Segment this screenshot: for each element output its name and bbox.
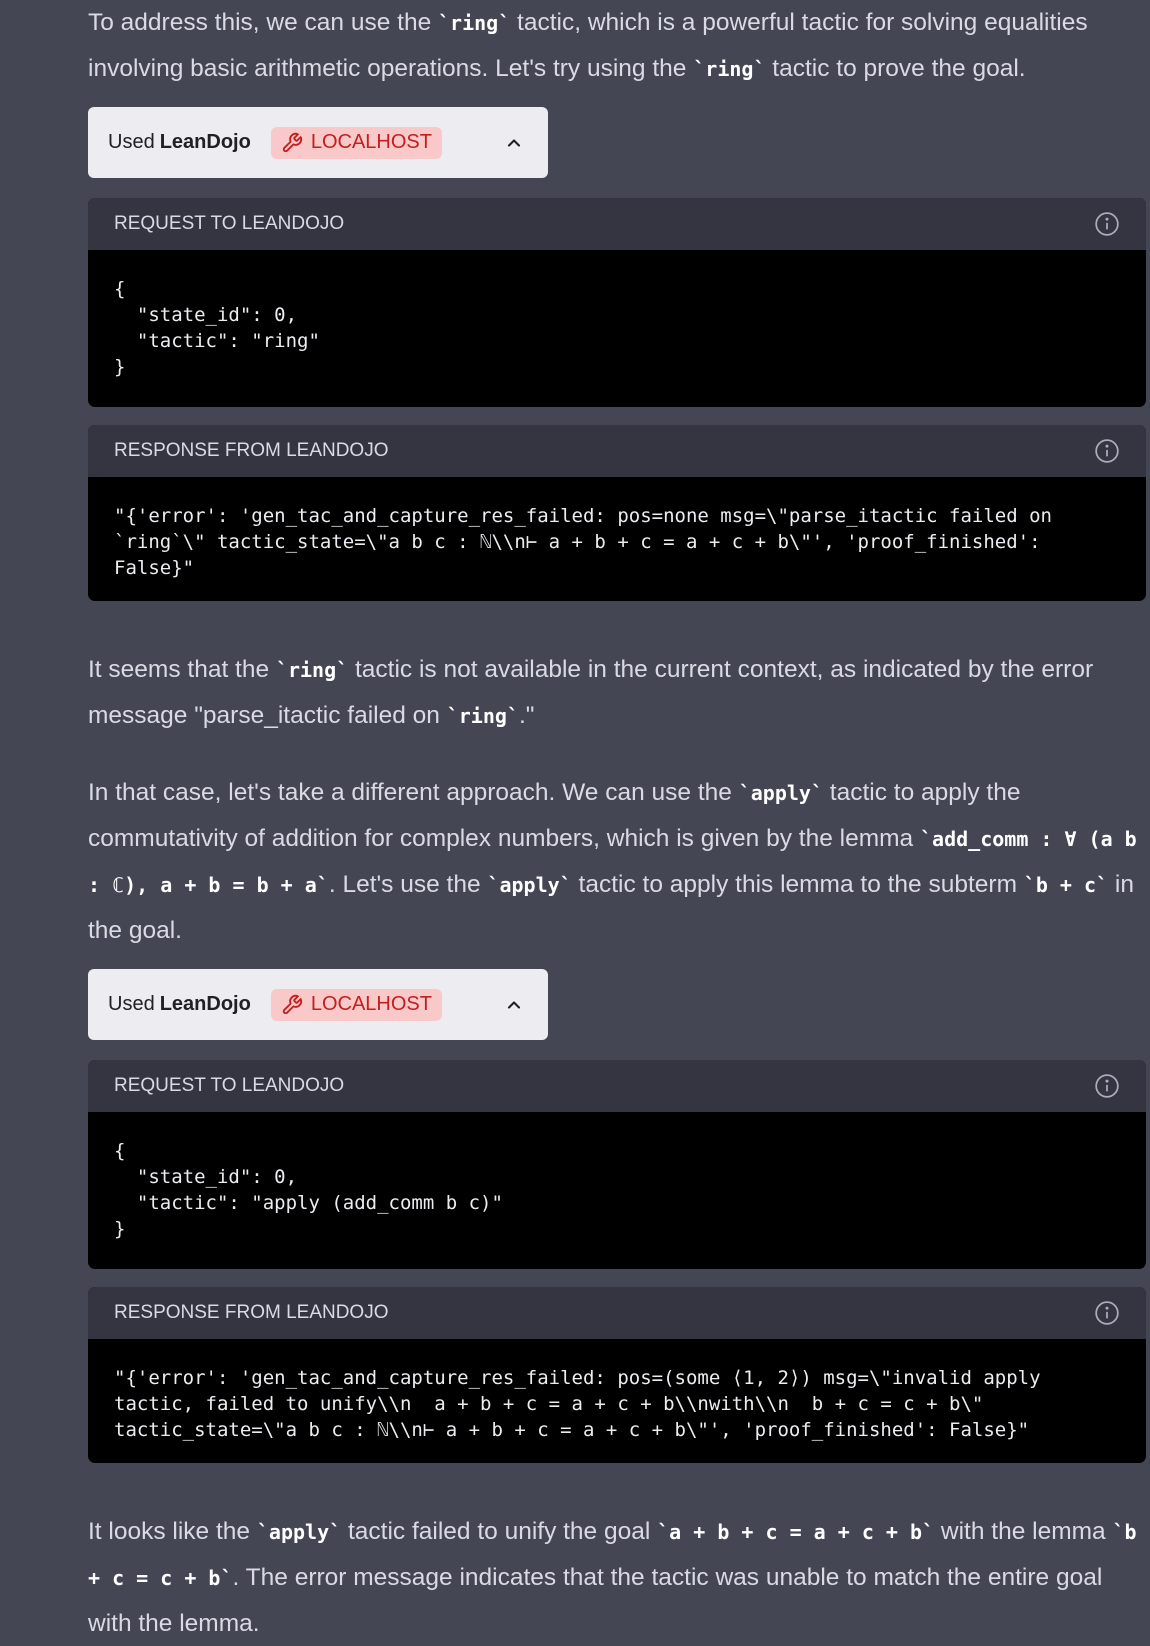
inline-code: `ring` [693,57,766,81]
response-panel [88,1287,1146,1463]
panel-title: RESPONSE FROM LEANDOJO [114,1302,389,1323]
info-circle-icon[interactable] [1094,438,1120,464]
used-label: Used [108,993,155,1015]
text-span: tactic failed to unify the goal [341,1518,658,1545]
request-code: { "state_id": 0, "tactic": "ring" } [114,278,320,378]
text-span: . Let's use the [328,871,488,898]
inline-code: `apply` [256,1520,342,1544]
request-code: { "state_id": 0, "tactic": "apply (add_comm b c)" } [114,1140,503,1240]
plugin-call-pill[interactable] [88,969,548,1040]
plugin-pill[interactable] [88,107,548,178]
inline-code: `ring` [275,658,349,682]
used-label: Used [108,131,155,153]
panel-header [88,198,1146,250]
paragraph-ring-unavailable [88,647,1146,739]
response-panel [88,425,1146,601]
plugin-call-pill[interactable] [88,107,548,178]
text-span: tactic to prove the goal. [765,55,1026,82]
plugin-pill[interactable] [88,969,548,1040]
panel-title: REQUEST TO LEANDOJO [114,213,345,234]
request-panel [88,1060,1146,1269]
paragraph-apply-failed [88,1509,1146,1646]
request-panel [88,198,1146,407]
localhost-badge [271,989,442,1021]
text-span: It seems that the [88,656,276,683]
panel-header [88,425,1146,477]
text-span: tactic to apply this lemma to the subterm [571,871,1024,898]
badge-label: LOCALHOST [310,993,432,1015]
inline-code: `b + c` [1023,873,1109,897]
paragraph-text [88,0,1146,92]
info-circle-icon[interactable] [1094,1073,1120,1099]
inline-code: `add_comm : ∀ (a b : ℂ), a + b = b + a` [88,827,1137,897]
text-span: To address this, we can use the [88,9,438,36]
inline-code: `b + c = c + b` [88,1520,1137,1590]
text-span: in the goal. [88,871,1134,944]
paragraph-apply-approach [88,770,1146,953]
paragraph-text [88,1509,1146,1646]
text-span: ." [518,702,535,729]
inline-code: `a + b + c = a + c + b` [657,1520,935,1544]
text-span: In that case, let's take a different approach. We can use the [88,779,739,806]
text-span: tactic is not available in the current context, as indicated by the error message "parse_itactic failed on [88,656,1094,729]
inline-code: `apply` [738,781,823,805]
response-code: "{'error': 'gen_tac_and_capture_res_failed: pos=none msg=\"parse_itactic failed on `ring`\" tactic_state=\"a b c : ℕ\\n⊢ a + b + c = a + c + b\"', 'proof_finished': False}" [114,505,1064,579]
plugin-name: LeanDojo [159,131,251,153]
panel-title: REQUEST TO LEANDOJO [114,1075,345,1096]
paragraph-intro [88,0,1146,92]
panel-title: RESPONSE FROM LEANDOJO [114,440,389,461]
inline-code: `apply` [487,873,572,897]
inline-code: `ring` [438,11,511,35]
wrench-icon [281,994,303,1016]
plugin-name: LeanDojo [159,993,251,1015]
chevron-up-icon[interactable] [504,995,524,1015]
badge-label: LOCALHOST [310,131,432,153]
panel-header [88,1060,1146,1112]
wrench-icon [281,132,303,154]
text-span: It looks like the [88,1518,257,1545]
text-span: . The error message indicates that the tactic was unable to match the entire goal with the lemma. [88,1564,1103,1637]
paragraph-text [88,647,1146,739]
text-span: tactic to apply the commutativity of addition for complex numbers, which is given by the lemma [88,779,1021,852]
localhost-badge [271,127,442,159]
info-circle-icon[interactable] [1094,1300,1120,1326]
info-circle-icon[interactable] [1094,211,1120,237]
text-span: tactic, which is a powerful tactic for solving equalities involving basic arithmetic operations. Let's try using the [88,9,1088,82]
chevron-up-icon[interactable] [504,133,524,153]
paragraph-text [88,770,1146,953]
response-code: "{'error': 'gen_tac_and_capture_res_failed: pos=(some ⟨1, 2⟩) msg=\"invalid apply tactic, failed to unify\\n a + b + c = a + c + b\\nwith\\n b + c = c + b\" tactic_state=\"a b c : ℕ\\n⊢ a + b + c = a + c + b\"', 'proof_finished': False}" [114,1367,1053,1441]
panel-header [88,1287,1146,1339]
text-span: with the lemma [934,1518,1113,1545]
inline-code: `ring` [446,704,519,728]
